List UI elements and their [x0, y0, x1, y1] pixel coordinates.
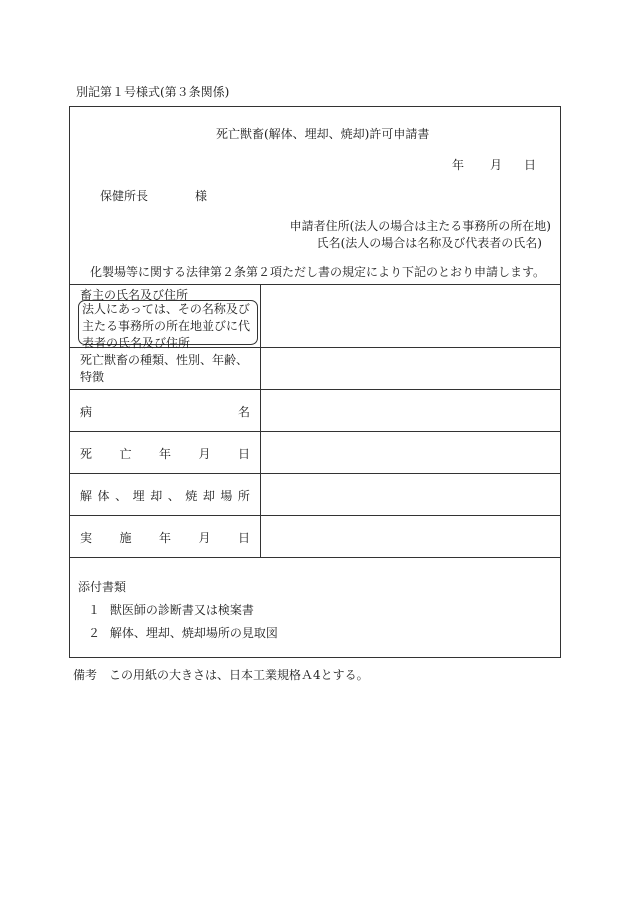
applicant-address-label: 申請者住所(法人の場合は主たる事務所の所在地) [289, 219, 551, 233]
death-date-char-1: 死 [80, 447, 93, 461]
owner-value-cell[interactable] [261, 285, 560, 346]
place-char-10: 所 [237, 489, 250, 503]
attachments-title: 添付書類 [78, 580, 127, 594]
attachment-item-2-num: ２ [88, 626, 101, 640]
owner-note-line-3: 表者の氏名及び住所 [82, 336, 191, 350]
death-date-label [80, 445, 250, 462]
disease-value-cell[interactable] [261, 390, 560, 430]
addressee-suffix: 様 [195, 189, 208, 203]
place-char-4: 埋 [132, 489, 145, 503]
owner-note-line-1: 法人にあっては、その名称及び [82, 302, 250, 316]
place-char-1: 解 [80, 489, 93, 503]
animal-value-cell[interactable] [261, 348, 560, 388]
applicant-name-label: 氏名(法人の場合は名称及び代表者の氏名) [316, 236, 542, 250]
exec-date-char-4: 月 [198, 531, 211, 545]
place-char-6: 、 [167, 489, 180, 503]
date-day-label: 日 [524, 158, 537, 172]
disease-char-1: 病 [80, 405, 93, 419]
date-year-label: 年 [452, 158, 465, 172]
form-label: 別記第１号様式(第３条関係) [76, 85, 230, 99]
death-date-char-2: 亡 [119, 447, 132, 461]
attachment-item-2-text: 解体、埋却、焼却場所の見取図 [109, 626, 278, 640]
place-value-cell[interactable] [261, 474, 560, 514]
place-char-5: 却 [150, 489, 163, 503]
owner-note [82, 301, 250, 352]
animal-label [80, 352, 248, 386]
animal-label-line-1: 死亡獣畜の種類、性別、年齢、 [80, 353, 249, 367]
addressee: 保健所長 [100, 189, 149, 203]
exec-date-char-2: 施 [119, 531, 132, 545]
exec-date-char-5: 日 [237, 531, 250, 545]
remarks-note: 備考 この用紙の大きさは、日本工業規格Ａ4とする。 [73, 668, 369, 682]
death-date-char-4: 月 [198, 447, 211, 461]
date-month-label: 月 [490, 158, 503, 172]
exec-date-label [80, 529, 250, 546]
attachment-item-1-text: 獣医師の診断書又は検案書 [109, 603, 254, 617]
animal-label-line-2: 特徴 [80, 370, 105, 384]
place-char-8: 却 [202, 489, 215, 503]
exec-date-char-1: 実 [80, 531, 93, 545]
disease-char-2: 名 [237, 405, 250, 419]
place-char-2: 体 [97, 489, 110, 503]
attachment-item-1 [88, 601, 254, 618]
attachment-item-1-num: １ [88, 603, 101, 617]
owner-note-line-2: 主たる事務所の所在地並びに代 [82, 319, 251, 333]
place-char-9: 場 [220, 489, 233, 503]
death-date-char-5: 日 [237, 447, 250, 461]
rule-exec-date [70, 557, 560, 558]
death-date-char-3: 年 [158, 447, 171, 461]
form-title: 死亡獣畜(解体、埋却、焼却)許可申請書 [216, 127, 430, 141]
place-label [80, 487, 250, 504]
disease-label [80, 403, 250, 420]
exec-date-char-3: 年 [158, 531, 171, 545]
owner-label: 畜主の氏名及び住所 [80, 288, 189, 302]
exec-date-value-cell[interactable] [261, 516, 560, 556]
attachment-item-2 [88, 624, 278, 641]
application-form [69, 106, 561, 658]
death-date-value-cell[interactable] [261, 432, 560, 472]
place-char-3: 、 [115, 489, 128, 503]
place-char-7: 焼 [185, 489, 198, 503]
application-statement: 化製場等に関する法律第２条第２項ただし書の規定により下記のとおり申請します。 [90, 265, 546, 279]
